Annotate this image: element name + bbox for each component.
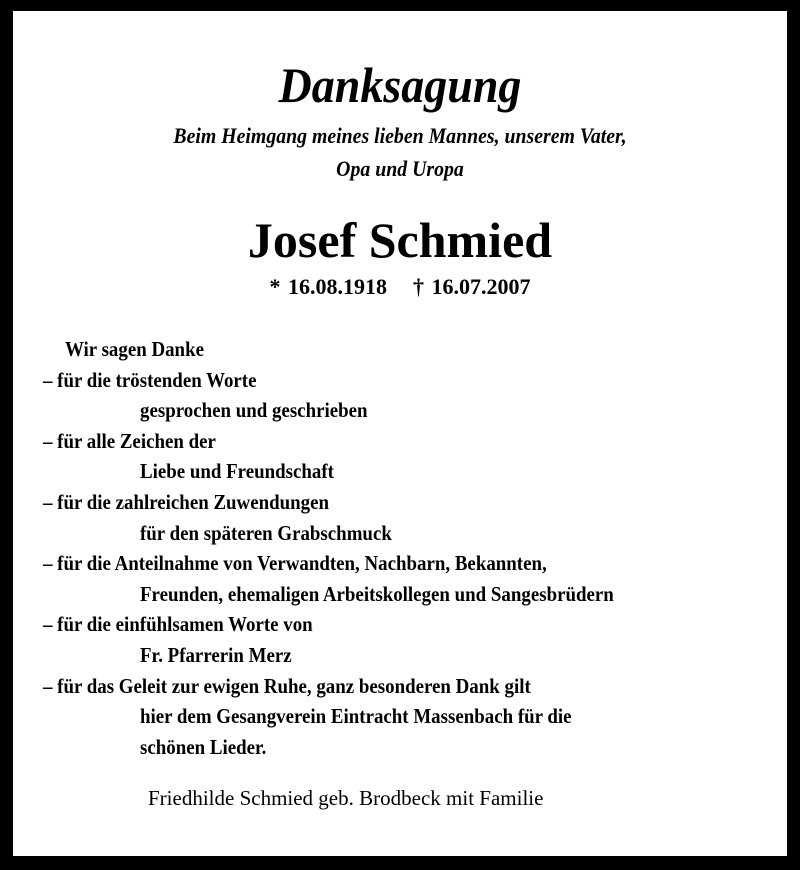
thanks-item-3-line-1: – für die zahlreichen Zuwendungen xyxy=(43,489,330,514)
notice-subtitle-line-2: Opa und Uropa xyxy=(336,156,464,181)
notice-title: Danksagung xyxy=(278,57,522,113)
thanks-item-3-line-2: für den späteren Grabschmuck xyxy=(140,520,392,545)
thanks-item-5-line-1: – für die einfühlsamen Worte von xyxy=(43,612,313,637)
thanks-item-1-line-2: gesprochen und geschrieben xyxy=(140,398,368,423)
thanks-item-4-line-2: Freunden, ehemaligen Arbeitskollegen und Sangesbrüdern xyxy=(140,581,614,606)
notice-subtitle-line-1: Beim Heimgang meines lieben Mannes, unserem Vater, xyxy=(173,123,627,148)
signature: Friedhilde Schmied geb. Brodbeck mit Familie xyxy=(148,786,544,810)
thanks-item-4-line-1: – für die Anteilnahme von Verwandten, Nachbarn, Bekannten, xyxy=(43,551,547,576)
deceased-name: Josef Schmied xyxy=(247,212,553,268)
thanks-item-5-line-2: Fr. Pfarrerin Merz xyxy=(140,642,292,667)
notice-panel xyxy=(13,11,787,856)
thanks-item-1-line-1: – für die tröstenden Worte xyxy=(43,367,257,392)
death-date: † 16.07.2007 xyxy=(413,274,531,299)
thanks-list xyxy=(43,334,666,762)
thanks-intro: Wir sagen Danke xyxy=(65,337,204,361)
thanks-item-2-line-2: Liebe und Freundschaft xyxy=(140,459,334,484)
thanks-item-6-line-3: schönen Lieder. xyxy=(140,734,267,759)
birth-date: * 16.08.1918 xyxy=(269,274,387,299)
thanks-item-6-line-1: – für das Geleit zur ewigen Ruhe, ganz besonderen Dank gilt xyxy=(43,673,531,698)
thanks-item-6-line-2: hier dem Gesangverein Eintracht Massenbach für die xyxy=(140,704,572,729)
life-dates xyxy=(13,274,787,300)
thanks-item-2-line-1: – für alle Zeichen der xyxy=(43,428,216,453)
